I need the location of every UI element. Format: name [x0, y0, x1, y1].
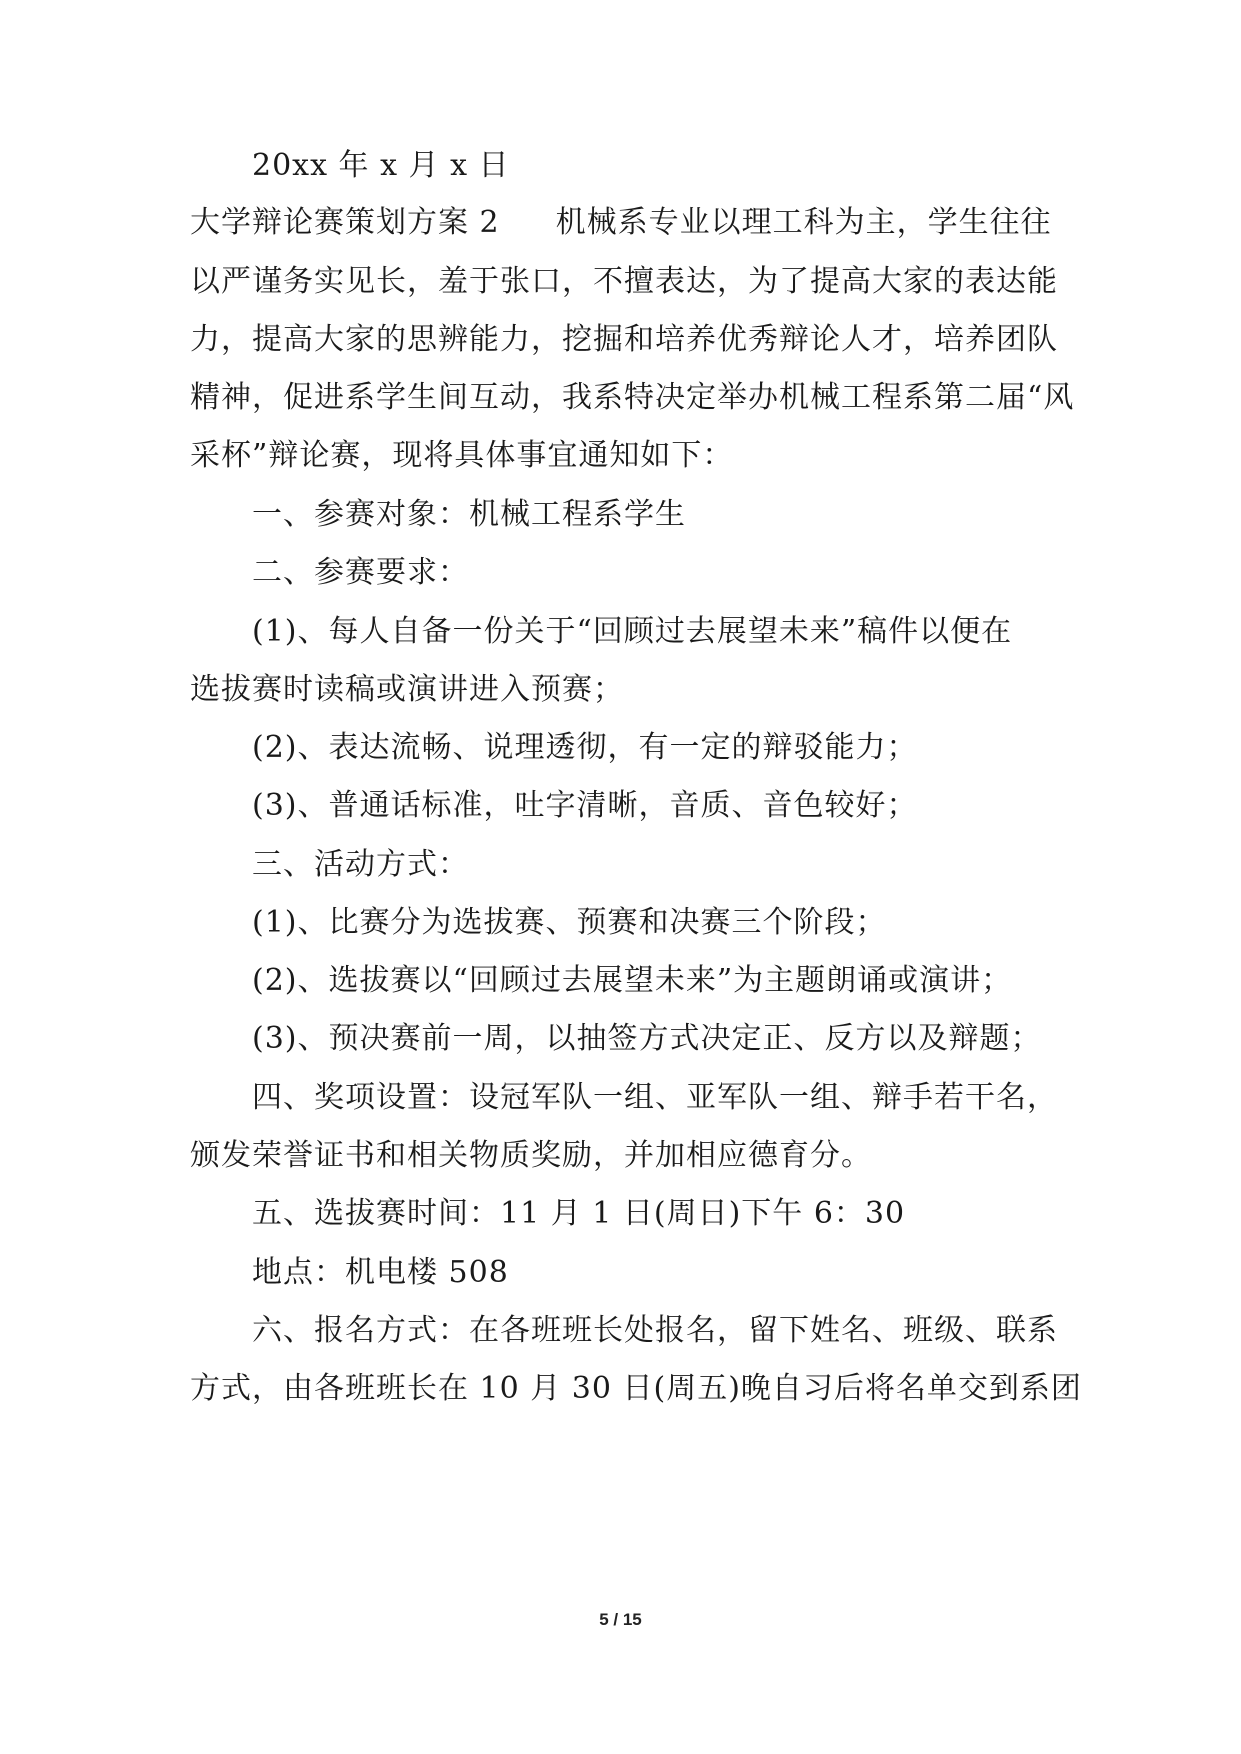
paragraph-line: 颁发荣誉证书和相关物质奖励，并加相应德育分。 [190, 1138, 872, 1173]
paragraph-line: (1)、每人自备一份关于“回顾过去展望未来”稿件以便在 [252, 614, 1013, 649]
section-title-line [190, 203, 1060, 243]
section-title: 大学辩论赛策划方案 2 [190, 205, 500, 240]
paragraph-line: (1)、比赛分为选拔赛、预赛和决赛三个阶段； [252, 905, 887, 940]
page-number: 5 / 15 [599, 1610, 642, 1629]
paragraph-line: (2)、选拔赛以“回顾过去展望未来”为主题朗诵或演讲； [252, 963, 1013, 998]
paragraph-line: 采杯”辩论赛，现将具体事宜通知如下： [190, 438, 734, 473]
paragraph-line: (3)、预决赛前一周，以抽签方式决定正、反方以及辩题； [252, 1021, 1042, 1056]
paragraph-line: (2)、表达流畅、说理透彻，有一定的辩驳能力； [252, 730, 918, 765]
paragraph-line: 地点：机电楼 508 [252, 1255, 509, 1290]
paragraph-line: 以严谨务实见长，羞于张口，不擅表达，为了提高大家的表达能 [190, 264, 1058, 299]
date-line: 20xx 年 x 月 x 日 [252, 148, 510, 183]
paragraph-line: 二、参赛要求： [252, 555, 469, 590]
paragraph-line: 力，提高大家的思辨能力，挖掘和培养优秀辩论人才，培养团队 [190, 322, 1058, 357]
paragraph-line: 一、参赛对象：机械工程系学生 [252, 497, 686, 532]
paragraph-text: 机械系专业以理工科为主，学生往往 [555, 205, 1052, 240]
paragraph-line: 三、活动方式： [252, 847, 469, 882]
paragraph-line: 六、报名方式：在各班班长处报名，留下姓名、班级、联系 [252, 1313, 1058, 1348]
paragraph-line: (3)、普通话标准，吐字清晰，音质、音色较好； [252, 788, 918, 823]
paragraph-line: 选拔赛时读稿或演讲进入预赛； [190, 672, 624, 707]
paragraph-line: 四、奖项设置：设冠军队一组、亚军队一组、辩手若干名， [252, 1080, 1058, 1115]
paragraph-line: 方式，由各班班长在 10 月 30 日(周五)晚自习后将名单交到系团 [190, 1371, 1082, 1406]
paragraph-line: 五、选拔赛时间：11 月 1 日(周日)下午 6：30 [252, 1196, 906, 1231]
paragraph-line: 精神，促进系学生间互动，我系特决定举办机械工程系第二届“风 [190, 380, 1075, 415]
